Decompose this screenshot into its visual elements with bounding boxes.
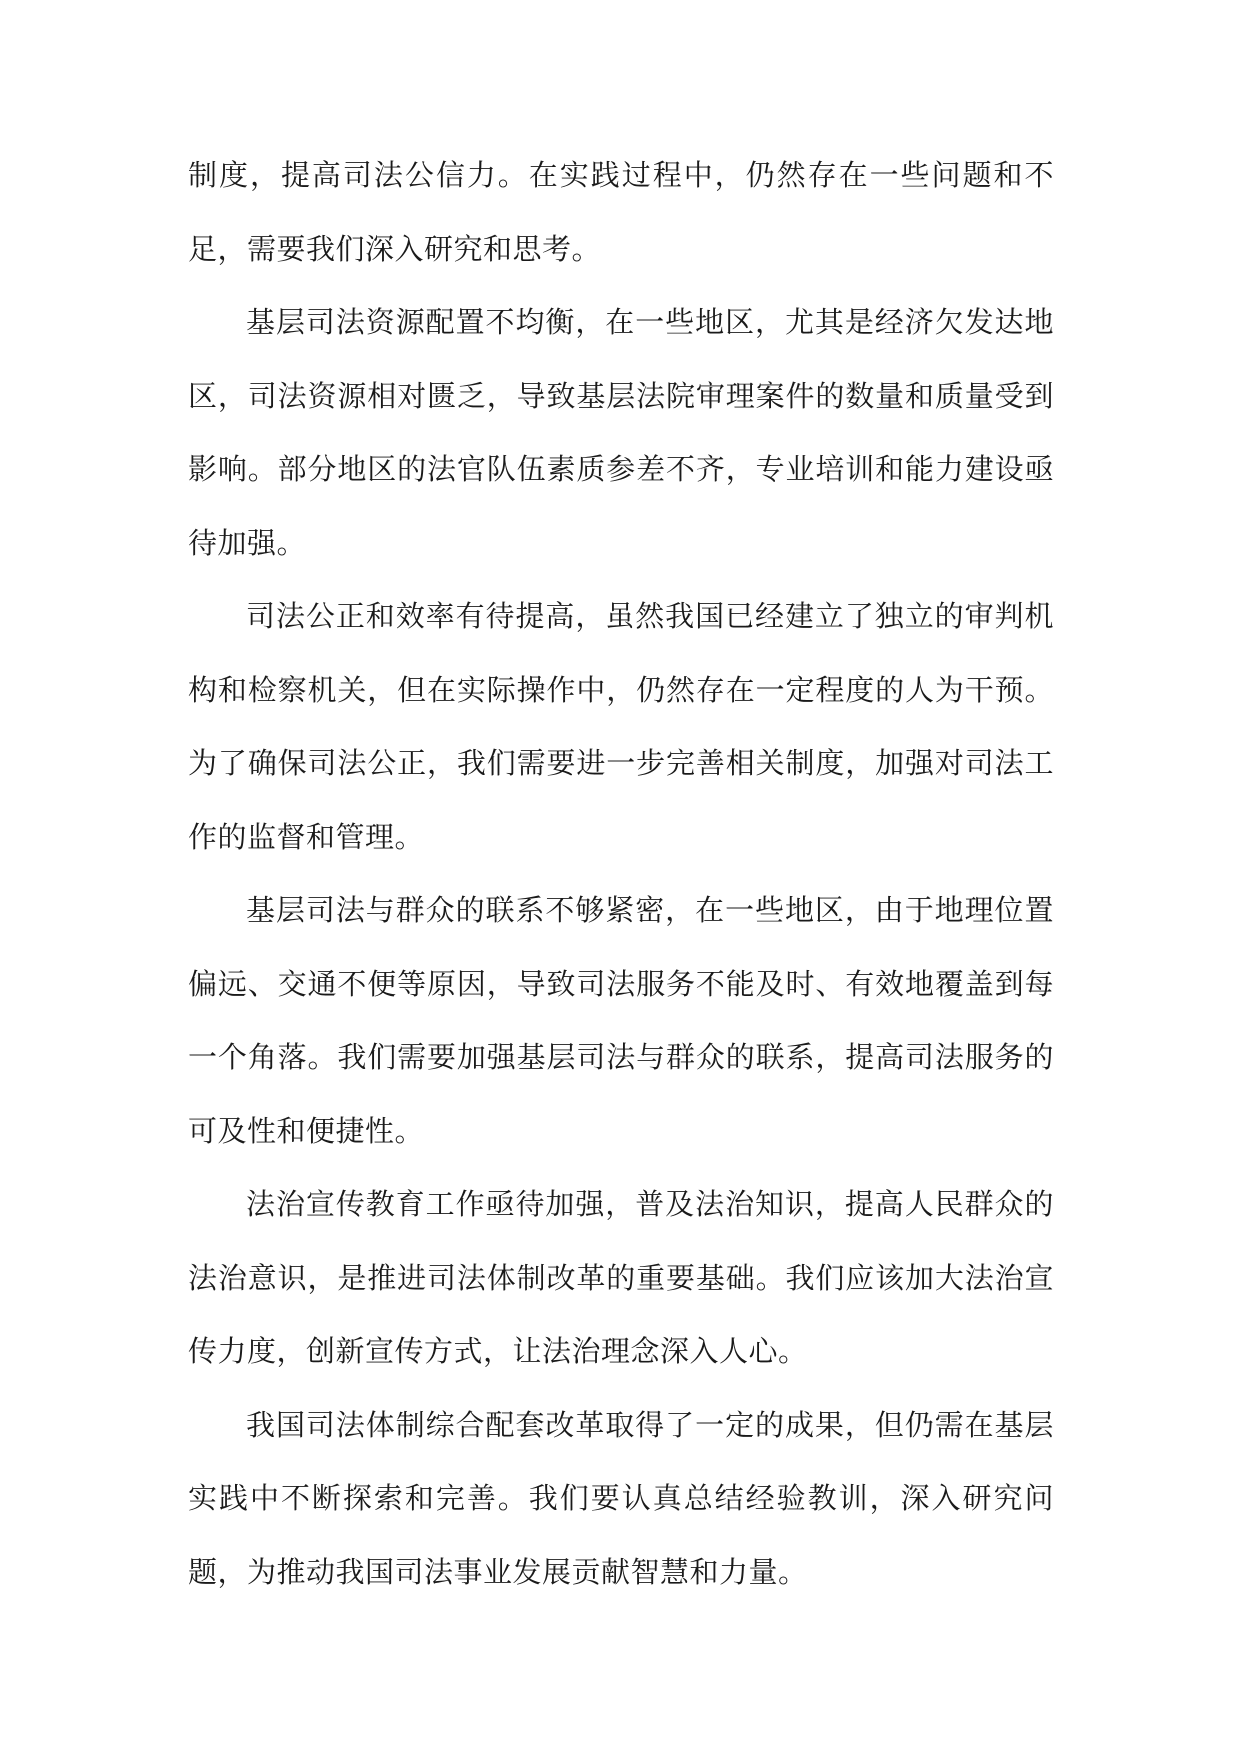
paragraph-public-connection: 基层司法与群众的联系不够紧密，在一些地区，由于地理位置偏远、交通不便等原因，导致司法服务不能及时、有效地覆盖到每一个角落。我们需要加强基层司法与群众的联系，提高司法服务的可及性和便捷性。 [188, 893, 1054, 1148]
paragraph-continuation: 制度，提高司法公信力。在实践过程中，仍然存在一些问题和不足，需要我们深入研究和思考。 [188, 158, 1054, 266]
paragraph-legal-education: 法治宣传教育工作亟待加强，普及法治知识，提高人民群众的法治意识，是推进司法体制改革的重要基础。我们应该加大法治宣传力度，创新宣传方式，让法治理念深入人心。 [188, 1187, 1054, 1368]
paragraph-conclusion: 我国司法体制综合配套改革取得了一定的成果，但仍需在基层实践中不断探索和完善。我们要认真总结经验教训，深入研究问题，为推动我国司法事业发展贡献智慧和力量。 [188, 1407, 1054, 1589]
document-body [188, 139, 1054, 1609]
paragraph-justice-efficiency: 司法公正和效率有待提高，虽然我国已经建立了独立的审判机构和检察机关，但在实际操作中，仍然存在一定程度的人为干预。为了确保司法公正，我们需要进一步完善相关制度，加强对司法工作的监督和管理。 [188, 599, 1054, 854]
paragraph-resource-allocation: 基层司法资源配置不均衡，在一些地区，尤其是经济欠发达地区，司法资源相对匮乏，导致基层法院审理案件的数量和质量受到影响。部分地区的法官队伍素质参差不齐，专业培训和能力建设亟待加强。 [188, 305, 1054, 560]
